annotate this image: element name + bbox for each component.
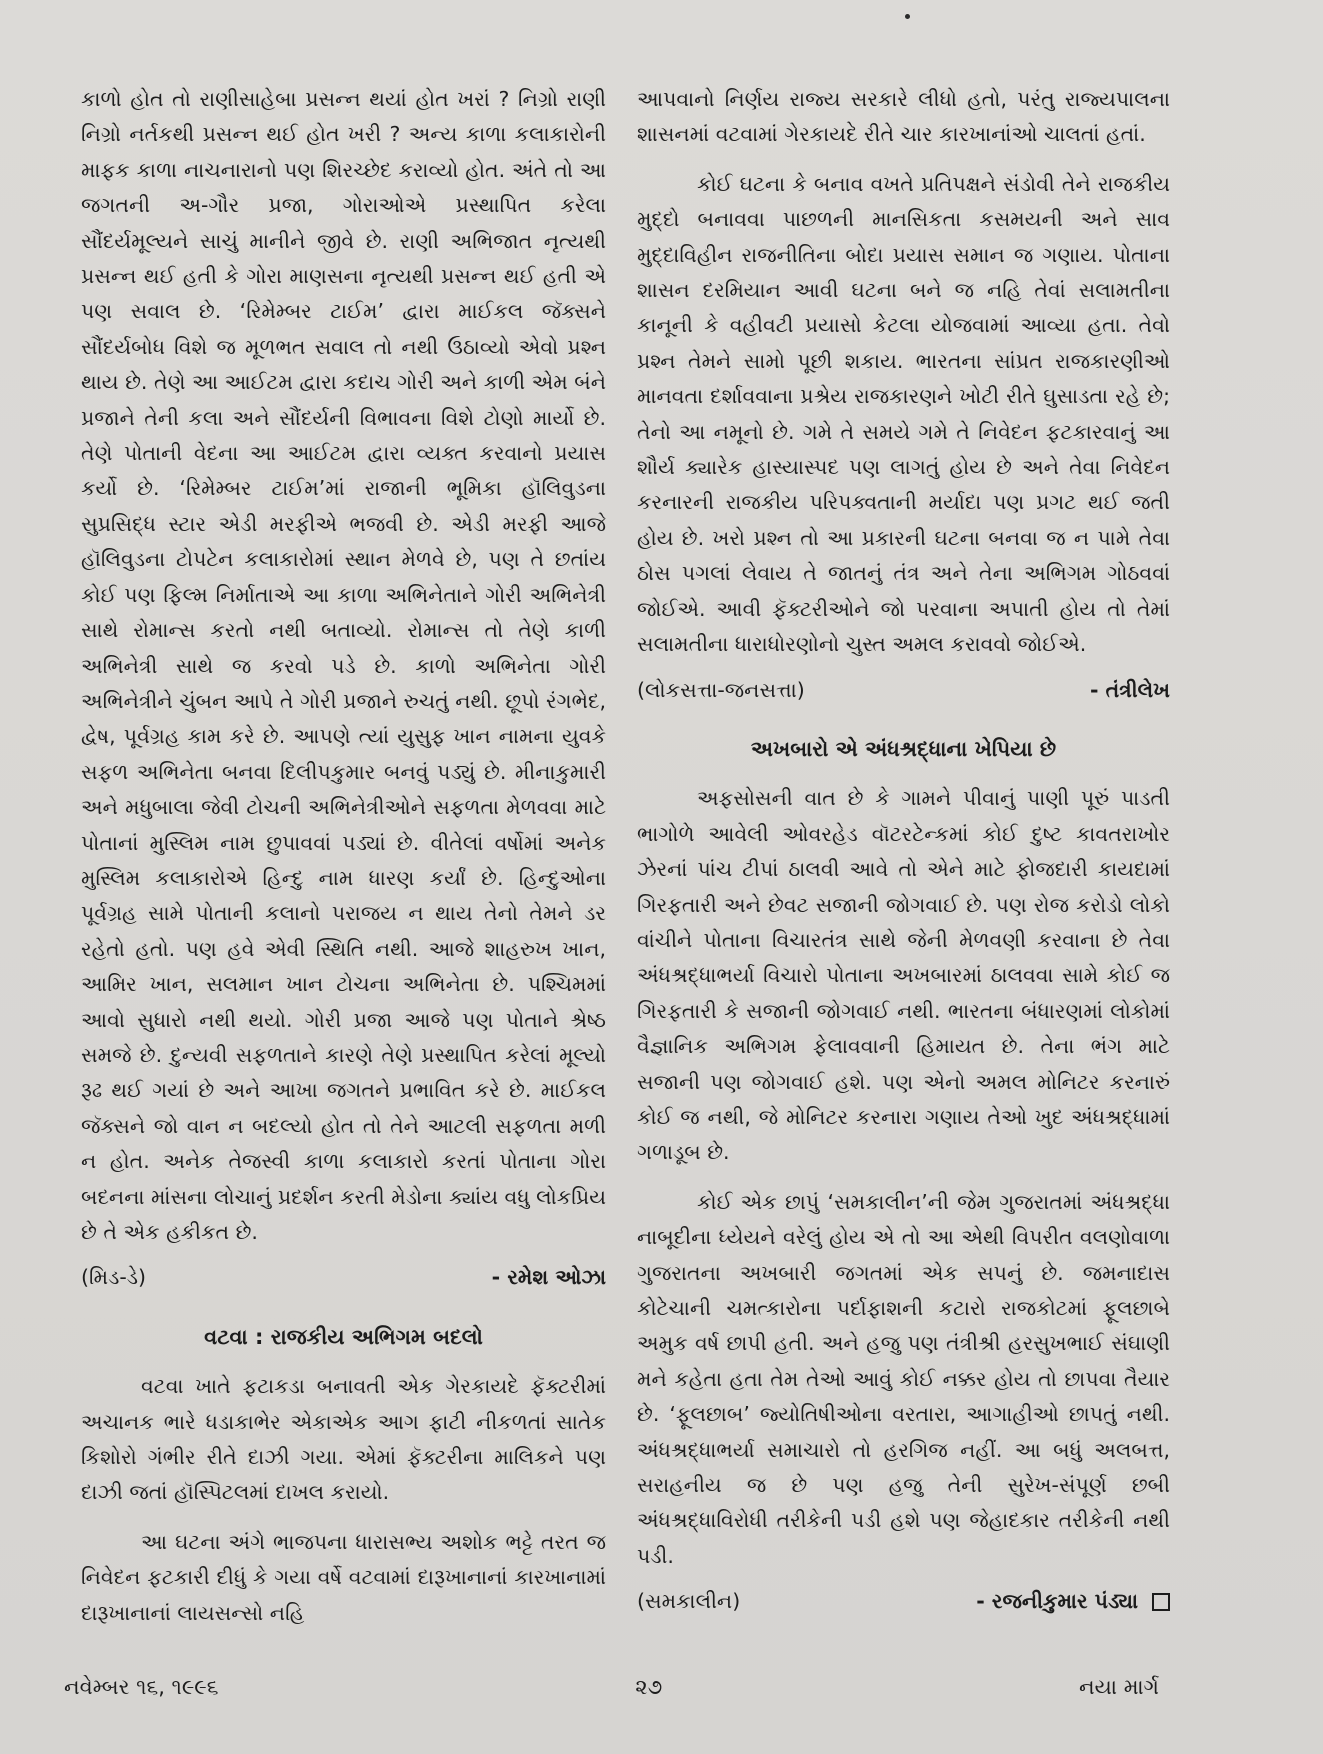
speck <box>905 14 910 19</box>
left-paragraph-1: કાળો હોત તો રાણીસાહેબા પ્રસન્ન થયાં હોત ખરાં ? નિગ્રો રાણી નિગ્રો નર્તકથી પ્રસન્ન થઈ હોત ખરી ? અન્ય કાળા કલાકારોની માફક કાળા નાચનારાનો પણ શિરચ્છેદ કરાવ્યો હોત. અંતે તો આ જગતની અ-ગૌર પ્રજા, ગોરાઓએ પ્રસ્થાપિત કરેલા સૌંદર્યમૂલ્યને સાચું માનીને જીવે છે. રાણી અભિજાત નૃત્યથી પ્રસન્ન થઈ હતી કે ગોરા માણસના નૃત્યથી પ્રસન્ન થઈ હતી એ પણ સવાલ છે. ‘રિમેમ્બર ટાઈમ’ દ્વારા માઈકલ જૅક્સને સૌંદર્યબોધ વિશે જ મૂળભત સવાલ તો નથી ઉઠાવ્યો એવો પ્રશ્ન થાય છે. તેણે આ આઈટમ દ્વારા કદાચ ગોરી અને કાળી એમ બંને પ્રજાને તેની કલા અને સૌંદર્યની વિભાવના વિશે ટોણો માર્યો છે. તેણે પોતાની વેદના આ આઈટમ દ્વારા વ્યક્ત કરવાનો પ્રયાસ કર્યો છે. ‘રિમેમ્બર ટાઈમ’માં રાજાની ભૂમિકા હૉલિવુડના સુપ્રસિદ્ધ સ્ટાર એડી મરફીએ ભજવી છે. એડી મરફી આજે હૉલિવુડના ટોપટેન કલાકારોમાં સ્થાન મેળવે છે, પણ તે છતાંય કોઈ પણ ફિલ્મ નિર્માતાએ આ કાળા અભિનેતાને ગોરી અભિનેત્રી સાથે રોમાન્સ કરતો નથી બતાવ્યો. રોમાન્સ તો તેણે કાળી અભિનેત્રી સાથે જ કરવો પડે છે. કાળો અભિનેતા ગોરી અભિનેત્રીને ચુંબન આપે તે ગોરી પ્રજાને રુચતું નથી. છૂપો રંગભેદ, દ્વેષ, પૂર્વગ્રહ કામ કરે છે. આપણે ત્યાં યુસુફ ખાન નામના યુવકે સફળ અભિનેતા બનવા દિલીપકુમાર બનવું પડ્યું છે. મીનાકુમારી અને મધુબાલા જેવી ટોચની અભિનેત્રીઓને સફળતા મેળવવા માટે પોતાનાં મુસ્લિમ નામ છુપાવવાં પડ્યાં છે. વીતેલાં વર્ષોમાં અનેક મુસ્લિમ કલાકારોએ હિન્દુ નામ ધારણ કર્યાં છે. હિન્દુઓના પૂર્વગ્રહ સામે પોતાની કલાનો પરાજય ન થાય તેનો તેમને ડર રહેતો હતો. પણ હવે એવી સ્થિતિ નથી. આજે શાહરુખ ખાન, આમિર ખાન, સલમાન ખાન ટોચના અભિનેતા છે. પશ્ચિમમાં આવો સુધારો નથી થયો. ગોરી પ્રજા આજે પણ પોતાને શ્રેષ્ઠ સમજે છે. દુન્યવી સફળતાને કારણે તેણે પ્રસ્થાપિત કરેલાં મૂલ્યો રૂઢ થઈ ગયાં છે અને આખા જગતને પ્રભાવિત કરે છે. માઈકલ જૅક્સને જો વાન ન બદલ્યો હોત તો તેને આટલી સફળતા મળી ન હોત. અનેક તેજસ્વી કાળા કલાકારો કરતાં પોતાના ગોરા બદનના માંસના લોચાનું પ્રદર્શન કરતી મેડોના ક્યાંય વધુ લોકપ્રિય છે તે એક હકીકત છે. <box>81 87 606 1244</box>
left-signature-1 <box>81 1260 606 1295</box>
right-paragraph-2: કોઈ ઘટના કે બનાવ વખતે પ્રતિપક્ષને સંડોવી તેને રાજકીય મુદ્દો બનાવવા પાછળની માનસિકતા કસમયની અને સાવ મુદ્દાવિહીન રાજનીતિના બોદા પ્રયાસ સમાન જ ગણાય. પોતાના શાસન દરમિયાન આવી ઘટના બને જ નહિ તેવાં સલામતીના કાનૂની કે વહીવટી પ્રયાસો કેટલા યોજવામાં આવ્યા હતા. તેવો પ્રશ્ન તેમને સામો પૂછી શકાય. ભારતના સાંપ્રત રાજકારણીઓ માનવતા દર્શાવવાના પ્રશ્રેય રાજકારણને ખોટી રીતે ઘુસાડતા રહે છે; તેનો આ નમૂનો છે. ગમે તે સમયે ગમે તે નિવેદન ફટકારવાનું આ શૌર્ય ક્યારેક હાસ્યાસ્પદ પણ લાગતું હોય છે અને તેવા નિવેદન કરનારની રાજકીય પરિપક્વતાની મર્યાદા પણ પ્રગટ થઈ જતી હોય છે. ખરો પ્રશ્ન તો આ પ્રકારની ઘટના બનવા જ ન પામે તેવા ઠોસ પગલાં લેવાય તે જાતનું તંત્ર અને તેના અભિગમ ગોઠવવાં જોઈએ. આવી ફૅક્ટરીઓને જો પરવાના અપાતી હોય તો તેમાં સલામતીના ધારાધોરણોનો ચુસ્ત અમલ કરાવવો જોઈએ. <box>637 171 1170 657</box>
right-signature-1 <box>637 673 1170 708</box>
author-name: - તંત્રીલેખ <box>1089 677 1170 702</box>
left-column <box>81 82 606 1631</box>
end-mark-icon <box>1152 1593 1170 1611</box>
right-paragraph-4: કોઈ એક છાપું ‘સમકાલીન’ની જેમ ગુજરાતમાં અંધશ્રદ્ધા નાબૂદીના ધ્યેયને વરેલું હોય એ તો આ એથી વિપરીત વલણોવાળા ગુજરાતના અખબારી જગતમાં એક સપનું છે. જમનાદાસ કોટેચાની ચમત્કારોના પર્દાફાશની કટારો રાજકોટમાં ફૂલછાબે અમુક વર્ષ છાપી હતી. અને હજુ પણ તંત્રીશ્રી હરસુખભાઈ સંઘાણી મને કહેતા હતા તેમ તેઓ આવું કોઈ નક્કર હોય તો છાપવા તૈયાર છે. ‘ફૂલછાબ’ જ્યોતિષીઓના વરતારા, આગાહીઓ છાપતું નથી. અંધશ્રદ્ધાભર્યા સમાચારો તો હરગિજ નહીં. આ બધું અલબત્ત, સરાહનીય જ છે પણ હજુ તેની સુરેખ-સંપૂર્ણ છબી અંધશ્રદ્ધાવિરોધી તરીકેની પડી હશે પણ જેહાદકાર તરીકેની નથી પડી. <box>637 1189 1170 1568</box>
magazine-name: નયા માર્ગ <box>1079 1675 1159 1699</box>
author-name: - રમેશ ઓઝા <box>491 1265 606 1290</box>
article-heading: અખબારો એ અંધશ્રદ્ધાના ખેપિયા છે <box>750 736 1057 761</box>
right-paragraph-3: અફસોસની વાત છે કે ગામને પીવાનું પાણી પૂરું પાડતી ભાગોળે આવેલી ઓવરહેડ વૉટરટેન્કમાં કોઈ દુષ્ટ કાવતરાખોર ઝેરનાં પાંચ ટીપાં ઠાલવી આવે તો એને માટે ફોજદારી કાયદામાં ગિરફતારી અને છેવટ સજાની જોગવાઈ છે. પણ રોજ કરોડો લોકો વાંચીને પોતાના વિચારતંત્ર સાથે જેની મેળવણી કરવાના છે તેવા અંધશ્રદ્ધાભર્યા વિચારો પોતાના અખબારમાં ઠાલવવા સામે કોઈ જ ગિરફતારી કે સજાની જોગવાઈ નથી. ભારતના બંધારણમાં લોકોમાં વૈજ્ઞાનિક અભિગમ ફેલાવવાની હિમાયત છે. તેના ભંગ માટે સજાની પણ જોગવાઈ હશે. પણ એનો અમલ મોનિટર કરનારું કોઈ જ નથી, જે મોનિટર કરનારા ગણાય તેઓ ખુદ અંધશ્રદ્ધામાં ગળાડૂબ છે. <box>637 786 1170 1165</box>
author-name: - રજનીકુમાર પંડ્યા <box>976 1589 1138 1614</box>
right-column <box>637 82 1170 1620</box>
page-footer <box>64 1675 1159 1700</box>
right-paragraph-1: આપવાનો નિર્ણય રાજ્ય સરકારે લીધો હતો, પરંતુ રાજ્યપાલના શાસનમાં વટવામાં ગેરકાયદે રીતે ચાર કારખાનાંઓ ચાલતાં હતાં. <box>637 87 1170 147</box>
left-paragraph-3: આ ઘટના અંગે ભાજપના ધારાસભ્ય અશોક ભટ્ટે તરત જ નિવેદન ફટકારી દીધું કે ગયા વર્ષે વટવામાં દારૂખાનાનાં કારખાનામાં દારૂખાનાનાં લાયસન્સો નહિ <box>81 1529 606 1625</box>
left-paragraph-2: વટવા ખાતે ફટાકડા બનાવતી એક ગેરકાયદે ફૅક્ટરીમાં અચાનક ભારે ધડાકાભેર એકાએક આગ ફાટી નીકળતાં સાતેક કિશોરો ગંભીર રીતે દાઝી ગયા. એમાં ફૅક્ટરીના માલિકને પણ દાઝી જતાં હૉસ્પિટલમાં દાખલ કરાયો. <box>81 1374 606 1505</box>
source-label: (લોકસત્તા-જનસત્તા) <box>637 677 805 702</box>
author-block <box>976 1584 1170 1619</box>
source-label: (મિડ-ડે) <box>81 1265 147 1290</box>
issue-date: નવેમ્બર ૧૬, ૧૯૯૬ <box>64 1675 219 1699</box>
page-number: ૨૭ <box>635 1675 663 1699</box>
right-signature-2 <box>637 1584 1170 1619</box>
article-heading: વટવા : રાજકીય અભિગમ બદલો <box>204 1324 483 1349</box>
source-label: (સમકાલીન) <box>637 1589 741 1614</box>
